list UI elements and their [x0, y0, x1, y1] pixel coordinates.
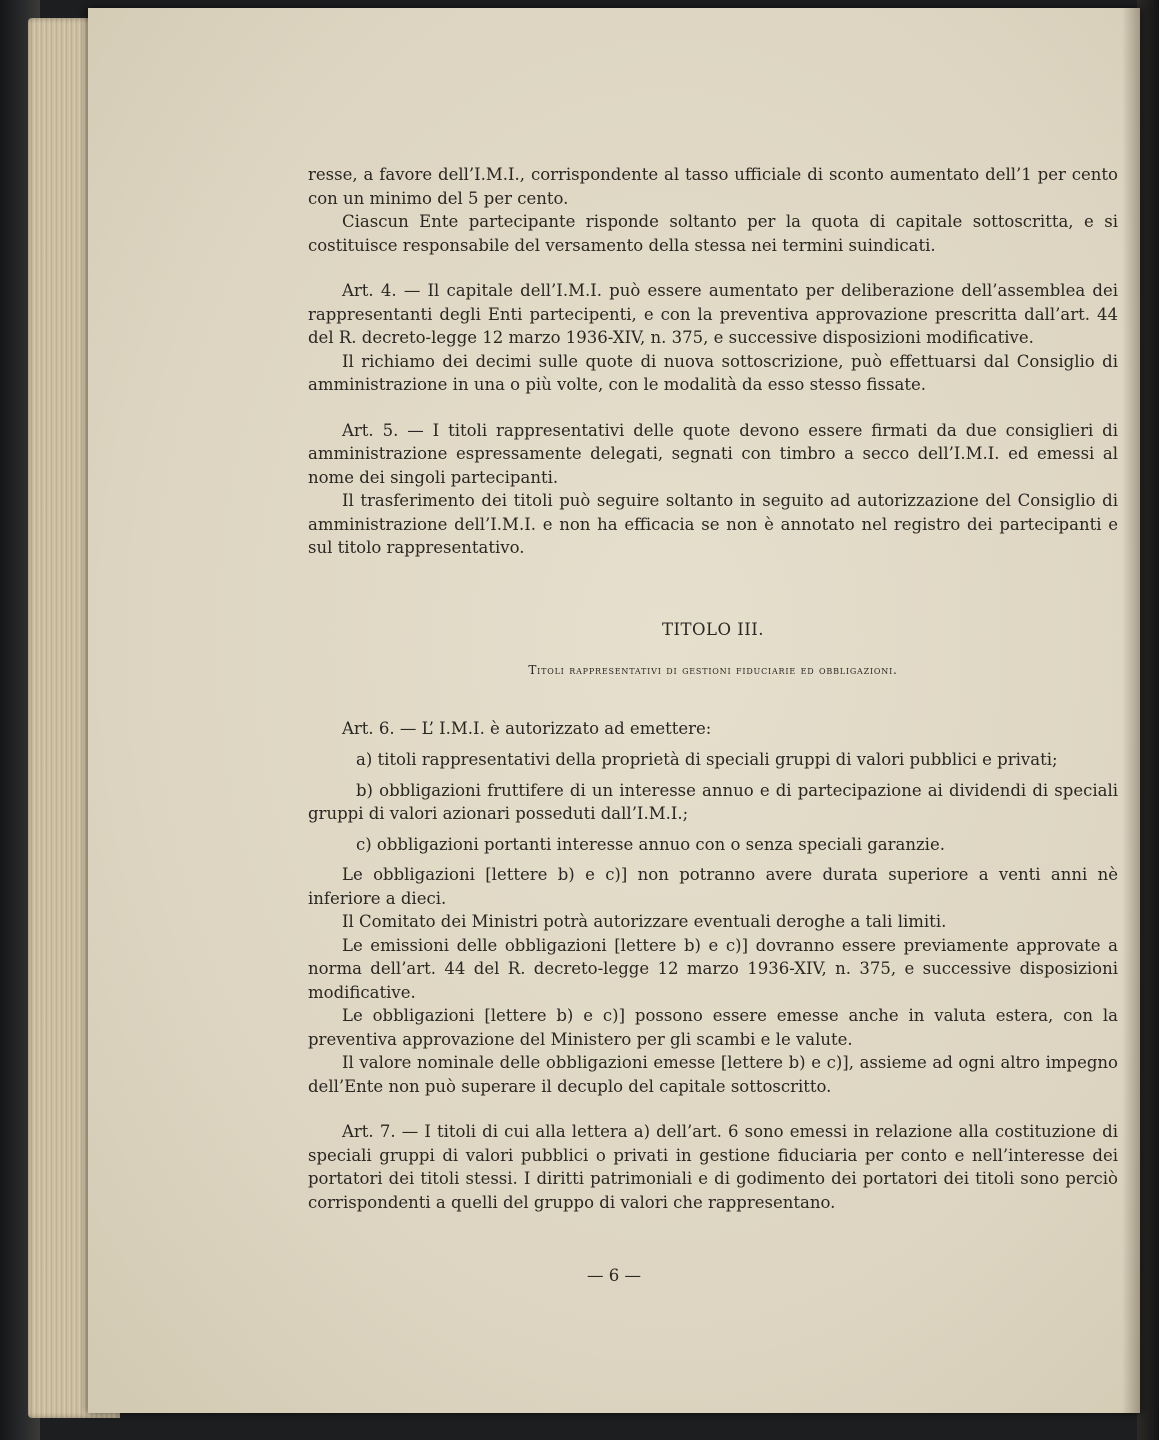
article-6-item-a: a) titoli rappresentativi della proprietà di speciali gruppi di valori pubblici e privati; [356, 750, 1058, 769]
section-subtitle: Titoli rappresentativi di gestioni fiduciarie ed obbligazioni. [528, 663, 898, 677]
article-6-derogations: Il Comitato dei Ministri potrà autorizzare eventuali deroghe a tali limiti. [342, 912, 947, 931]
article-6-item-c: c) obbligazioni portanti interesse annuo con o senza speciali garanzie. [356, 834, 945, 854]
article-5: Art. 5. — I titoli rappresentativi delle quote devono essere firmati da due consiglieri di amministrazione espressamente delegati, segnati con timbro a secco dell’I.M.I. ed emessi al nome dei singoli partecipanti. [308, 420, 1118, 487]
article-7: Art. 7. — I titoli di cui alla lettera a) dell’art. 6 sono emessi in relazione alla costituzione di speciali gruppi di valori pubblici o privati in gestione fiduciaria per conto e nell’interesse dei portatori dei titoli stessi. I diritti patrimoniali e di godimento dei portatori dei titoli sono perciò corrispondenti a quelli del gruppo di valori che rappresentano. [308, 1122, 1118, 1212]
body-text [308, 163, 1118, 1214]
article-4-paragraph-2: Il richiamo dei decimi sulle quote di nuova sottoscrizione, può effettuarsi dal Consiglio di amministrazione in una o più volte, con le modalità da esso stesso fissate. [308, 351, 1118, 394]
article-6-duration: Le obbligazioni [lettere b) e c)] non potranno avere durata superiore a venti anni nè inferiore a dieci. [308, 865, 1118, 908]
article-6: Art. 6. — L’ I.M.I. è autorizzato ad emettere: [342, 718, 712, 738]
paragraph-continuation: resse, a favore dell’I.M.I., corrispondente al tasso ufficiale di sconto aumentato dell’1 per cento con un minimo del 5 per cento. [308, 165, 1118, 208]
article-6-nominal-limit: Il valore nominale delle obbligazioni emesse [lettere b) e c)], assieme ad ogni altro impegno dell’Ente non può superare il decuplo del capitale sottoscritto. [308, 1053, 1118, 1096]
article-6-foreign-currency: Le obbligazioni [lettere b) e c)] possono essere emesse anche in valuta estera, con la preventiva approvazione del Ministero per gli scambi e le valute. [308, 1006, 1118, 1049]
section-title: TITOLO III. [661, 619, 765, 639]
article-6-approval: Le emissioni delle obbligazioni [lettere b) e c)] dovranno essere previamente approvate a norma dell’art. 44 del R. decreto-legge 12 marzo 1936-XIV, n. 375, e successive disposizioni modificative. [308, 935, 1118, 1002]
book-binding-right [1137, 0, 1159, 1440]
paragraph-ente-responsibility: Ciascun Ente partecipante risponde soltanto per la quota di capitale sottoscritta, e si costituisce responsabile del versamento della stessa nei termini suindicati. [308, 212, 1118, 255]
page-number: — 6 — [587, 1266, 641, 1285]
document-page [88, 8, 1140, 1413]
page-gutter-shadow [1122, 8, 1140, 1413]
article-4: Art. 4. — Il capitale dell’I.M.I. può essere aumentato per deliberazione dell’assemblea dei rappresentanti degli Enti partecipenti, e con la preventiva approvazione prescritta dall’art. 44 del R. decreto-legge 12 marzo 1936-XIV, n. 375, e successive disposizioni modificative. [308, 281, 1118, 347]
article-6-item-b: b) obbligazioni fruttifere di un interesse annuo e di partecipazione ai dividendi di speciali gruppi di valori azionari posseduti dall’I.M.I.; [308, 780, 1118, 823]
article-5-paragraph-2: Il trasferimento dei titoli può seguire soltanto in seguito ad autorizzazione del Consiglio di amministrazione dell’I.M.I. e non ha efficacia se non è annotato nel registro dei partecipanti e sul titolo rappresentativo. [308, 491, 1118, 557]
